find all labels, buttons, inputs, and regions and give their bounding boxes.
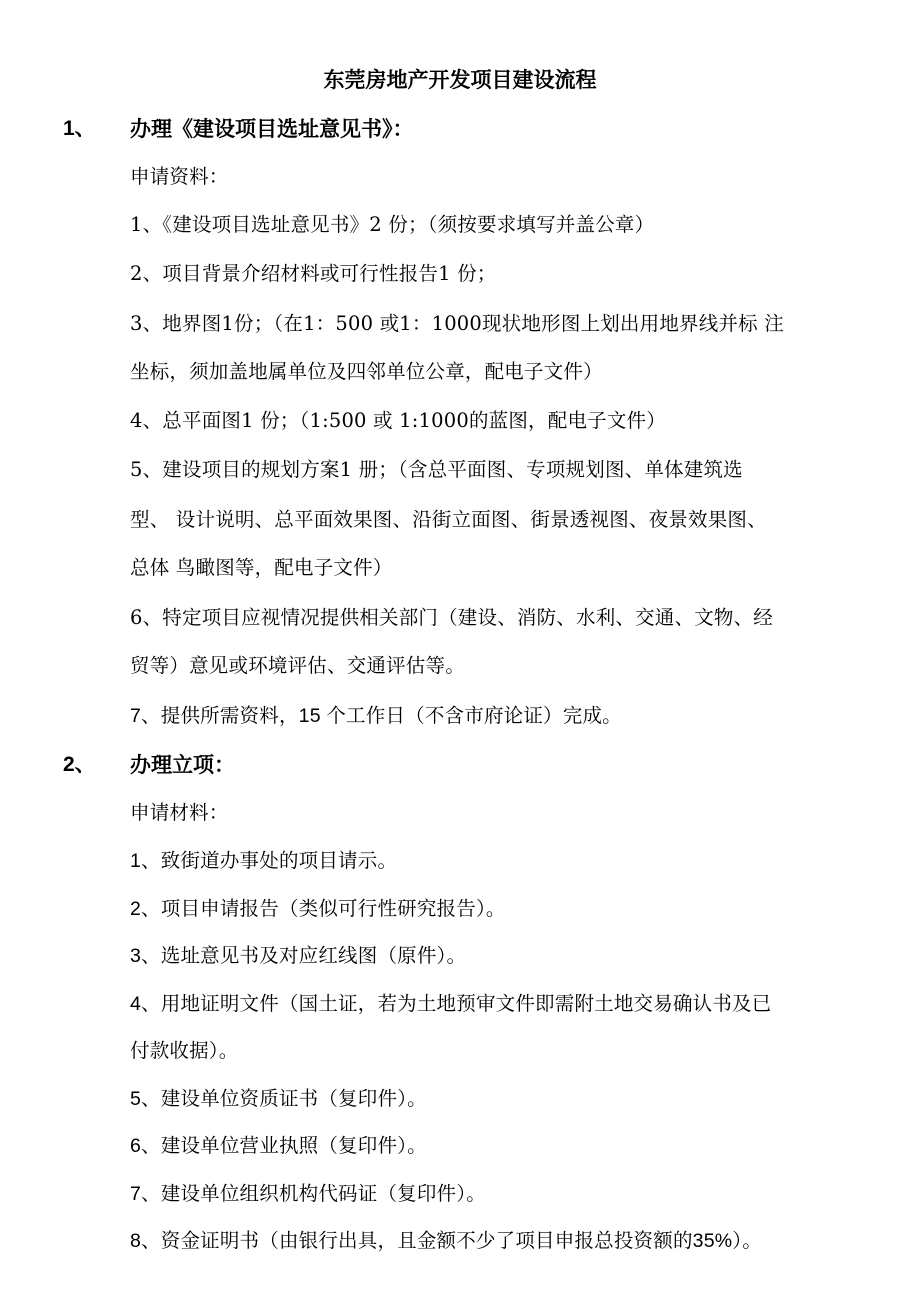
section-2-line: 8、资金证明书（由银行出具，且金额不少了项目申报总投资额的35%）。 (130, 1230, 762, 1252)
section-2-line: 5、建设单位资质证书（复印件）。 (130, 1088, 427, 1110)
section-1-line: 7、提供所需资料，15 个工作日（不含市府论证）完成。 (130, 705, 622, 727)
section-1-line: 总体 鸟瞰图等，配电子文件） (130, 556, 393, 579)
section-2-line: 1、致街道办事处的项目请示。 (130, 850, 398, 872)
section-1-line: 3、地界图1份；（在1：500 或1：1000现状地形图上划出用地界线并标 注 (130, 312, 784, 335)
section-1-intro: 申请资料： (130, 165, 229, 188)
section-1-line: 1、《建设项目选址意见书》2 份；（须按要求填写并盖公章） (130, 213, 655, 236)
section-1-line: 坐标，须加盖地属单位及四邻单位公章，配电子文件） (130, 360, 603, 383)
section-2-intro: 申请材料： (130, 801, 229, 824)
section-2-line: 7、建设单位组织机构代码证（复印件）。 (130, 1183, 486, 1205)
section-2-line: 3、选址意见书及对应红线图（原件）。 (130, 945, 467, 967)
section-1-line: 6、特定项目应视情况提供相关部门（建设、消防、水利、交通、文物、经 (130, 606, 774, 629)
section-1-line: 4、总平面图1 份；（1:500 或 1:1000的蓝图，配电子文件） (130, 409, 666, 432)
section-1-line: 贸等）意见或环境评估、交通评估等。 (130, 654, 465, 677)
section-2-line: 付款收据）。 (130, 1040, 239, 1062)
section-2-line: 2、项目申请报告（类似可行性研究报告）。 (130, 898, 506, 920)
document-title: 东莞房地产开发项目建设流程 (323, 67, 597, 92)
section-1-line: 2、项目背景介绍材料或可行性报告1 份； (130, 262, 497, 285)
section-2-number: 2、 (63, 753, 96, 776)
section-1-number: 1、 (63, 117, 96, 140)
section-2-line: 4、用地证明文件（国土证，若为土地预审文件即需附土地交易确认书及已 (130, 993, 772, 1015)
section-2-line: 6、建设单位营业执照（复印件）。 (130, 1135, 427, 1157)
section-2-title: 办理立项： (130, 752, 235, 777)
section-1-title: 办理《建设项目选址意见书》： (130, 116, 414, 141)
section-1-line: 型、 设计说明、总平面效果图、沿街立面图、街景透视图、夜景效果图、 (130, 508, 767, 531)
section-1-line: 5、建设项目的规划方案1 册；（含总平面图、专项规划图、单体建筑选 (130, 458, 743, 481)
